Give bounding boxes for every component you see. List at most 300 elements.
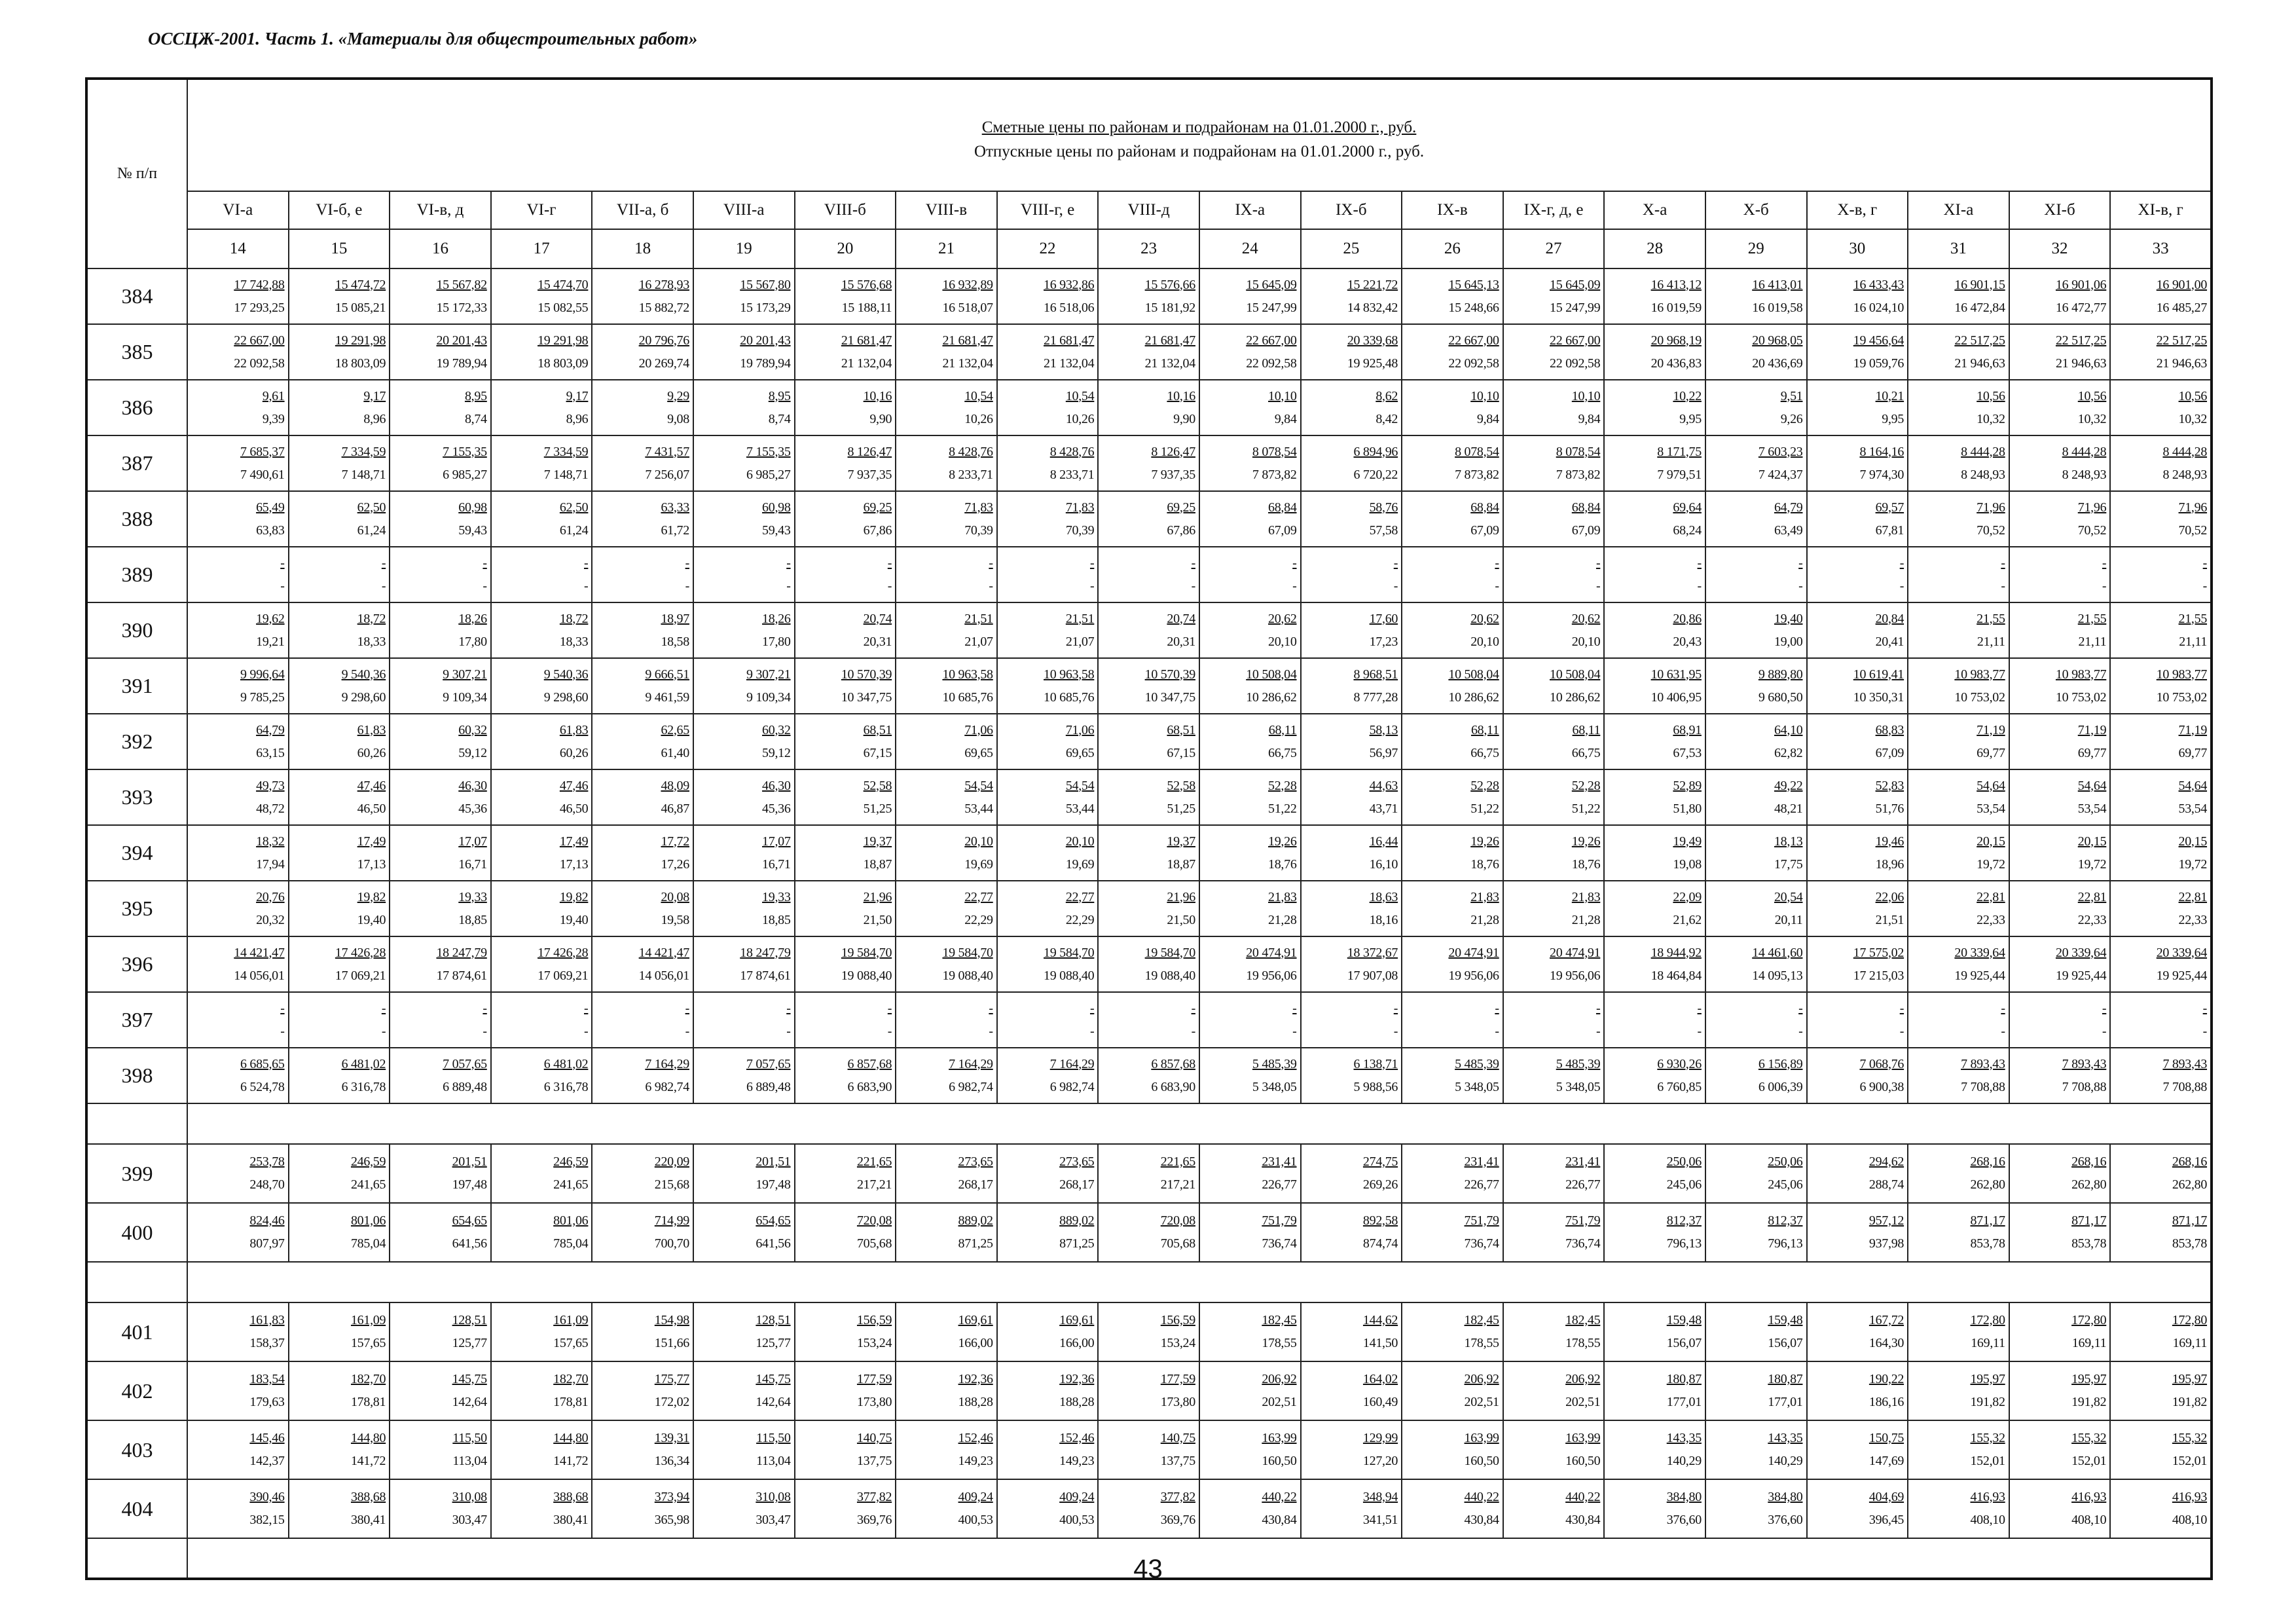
price-cell: [2110, 658, 2212, 714]
estimated-price: 19 584,70: [1044, 945, 1095, 960]
price-cell: [1807, 1479, 1908, 1538]
estimated-price: 61,83: [357, 722, 386, 737]
estimated-price: 20 339,68: [1347, 333, 1398, 348]
price-cell: [1705, 268, 1807, 324]
estimated-price: 8,62: [1376, 388, 1398, 403]
release-price: 160,50: [1565, 1454, 1601, 1468]
estimated-price: 192,36: [1059, 1372, 1095, 1386]
price-cell: [2110, 1420, 2212, 1479]
release-price: 9 680,50: [1758, 690, 1803, 705]
release-price: -: [1089, 1024, 1095, 1039]
release-price: 61,40: [661, 745, 689, 760]
estimated-price: 10,10: [1470, 388, 1499, 403]
price-cell: [2009, 380, 2111, 435]
release-price: 18,76: [1268, 857, 1297, 872]
price-cell: [795, 268, 896, 324]
price-cell: [997, 491, 1099, 547]
estimated-price: 128,51: [452, 1313, 487, 1327]
price-cell: [187, 714, 289, 769]
estimated-price: 10,54: [1065, 388, 1095, 403]
estimated-price: 22,81: [2077, 889, 2107, 904]
release-price: 8,96: [363, 411, 386, 426]
release-price: 21 132,04: [942, 356, 993, 371]
price-cell: [1807, 491, 1908, 547]
estimated-price: 206,92: [1464, 1372, 1499, 1386]
row-number: 404: [86, 1479, 187, 1538]
price-cell: [2009, 992, 2111, 1048]
estimated-price: 21,55: [1977, 611, 2005, 626]
estimated-price: 8 126,47: [847, 444, 892, 459]
price-cell: [1402, 1144, 1503, 1203]
release-price: 20,10: [1571, 634, 1601, 649]
release-price: -: [584, 1024, 589, 1039]
release-price: 376,60: [1768, 1513, 1803, 1527]
estimated-price: 21 681,47: [942, 333, 993, 348]
estimated-price: 54,64: [1977, 778, 2005, 793]
price-cell: [289, 658, 390, 714]
release-price: 18,33: [357, 634, 386, 649]
column-header: X-в, г: [1807, 191, 1908, 229]
estimated-price: 20,54: [1774, 889, 1803, 904]
table-row: [86, 992, 2212, 1048]
release-price: 141,72: [553, 1454, 589, 1468]
estimated-price: 64,79: [1774, 500, 1803, 515]
price-cell: [1199, 380, 1301, 435]
release-price: -: [280, 578, 285, 593]
column-header: XI-б: [2009, 191, 2111, 229]
release-price: 9,84: [1476, 411, 1499, 426]
price-cell: [1705, 491, 1807, 547]
estimated-price: 22 667,00: [1246, 333, 1297, 348]
estimated-price: 7 685,37: [240, 444, 285, 459]
release-price: 6 985,27: [443, 467, 487, 482]
price-cell: [693, 1479, 795, 1538]
release-price: 160,50: [1262, 1454, 1297, 1468]
price-cell: [592, 825, 693, 881]
price-cell: [795, 1302, 896, 1361]
price-cell: [1199, 936, 1301, 992]
price-cell: [896, 825, 997, 881]
estimated-price: 16 278,93: [638, 277, 689, 292]
release-price: 369,76: [856, 1513, 892, 1527]
estimated-price: 20,62: [1268, 611, 1297, 626]
release-price: 21,07: [1065, 634, 1095, 649]
price-cell: [491, 1479, 592, 1538]
release-price: 369,76: [1160, 1513, 1195, 1527]
price-cell: [1199, 602, 1301, 658]
table-row: [86, 1203, 2212, 1262]
price-cell: [1705, 1144, 1807, 1203]
price-cell: [896, 380, 997, 435]
estimated-price: -: [1191, 1001, 1195, 1016]
price-cell: [491, 435, 592, 491]
estimated-price: 17,49: [559, 834, 589, 849]
price-cell: [1604, 491, 1705, 547]
price-cell: [1301, 324, 1402, 380]
estimated-price: 16 932,86: [1044, 277, 1095, 292]
release-price: 408,10: [1970, 1513, 2005, 1527]
price-cell: [1705, 324, 1807, 380]
estimated-price: 22,09: [1673, 889, 1702, 904]
estimated-price: 18 247,79: [740, 945, 791, 960]
release-price: 17 069,21: [538, 968, 589, 983]
release-price: -: [685, 1024, 689, 1039]
release-price: 9,84: [1274, 411, 1297, 426]
price-cell: [1402, 324, 1503, 380]
price-cell: [1604, 714, 1705, 769]
price-cell: [1098, 1144, 1199, 1203]
release-price: 166,00: [1059, 1336, 1095, 1350]
release-price: 18,16: [1369, 912, 1398, 927]
estimated-price: 20 968,19: [1650, 333, 1702, 348]
estimated-price: 6 156,89: [1758, 1056, 1803, 1071]
estimated-price: -: [2001, 1001, 2005, 1016]
estimated-price: 15 576,68: [841, 277, 892, 292]
release-price: 20,31: [1167, 634, 1195, 649]
release-price: 807,97: [249, 1236, 285, 1251]
release-price: 69,77: [1977, 745, 2005, 760]
price-cell: [795, 825, 896, 881]
estimated-price: 274,75: [1362, 1154, 1398, 1169]
estimated-price: 18 372,67: [1347, 945, 1398, 960]
estimated-price: 71,96: [2077, 500, 2107, 515]
release-price: 5 348,05: [1455, 1079, 1499, 1094]
estimated-price: 49,22: [1774, 778, 1803, 793]
estimated-price: 812,37: [1666, 1213, 1702, 1228]
estimated-price: 10 508,04: [1246, 667, 1297, 682]
release-price: 8 248,93: [2062, 467, 2107, 482]
estimated-price: 9 540,36: [543, 667, 589, 682]
column-header: XI-а: [1908, 191, 2009, 229]
estimated-price: 172,80: [2172, 1313, 2208, 1327]
price-cell: [2009, 714, 2111, 769]
estimated-price: 19,82: [559, 889, 589, 904]
price-cell: [390, 1361, 491, 1420]
release-price: 153,24: [1160, 1336, 1195, 1350]
estimated-price: 163,99: [1565, 1431, 1601, 1445]
price-cell: [592, 1144, 693, 1203]
price-cell: [1807, 1420, 1908, 1479]
release-price: 17,80: [762, 634, 791, 649]
release-price: 19 956,06: [1550, 968, 1601, 983]
price-cell: [997, 1144, 1099, 1203]
release-price: 17 293,25: [234, 300, 285, 315]
estimated-price: 71,06: [1065, 722, 1095, 737]
estimated-price: 5 485,39: [1252, 1056, 1297, 1071]
price-cell: [1301, 936, 1402, 992]
table-row: [86, 491, 2212, 547]
estimated-price: 10 983,77: [1954, 667, 2005, 682]
price-cell: [491, 1144, 592, 1203]
price-cell: [1705, 936, 1807, 992]
price-cell: [1402, 936, 1503, 992]
estimated-price: 144,80: [350, 1431, 386, 1445]
release-price: 125,77: [452, 1336, 487, 1350]
release-price: 705,68: [856, 1236, 892, 1251]
price-cell: [1604, 658, 1705, 714]
price-cell: [592, 1302, 693, 1361]
estimated-price: 8,95: [464, 388, 487, 403]
estimated-price: 190,22: [1868, 1372, 1904, 1386]
price-cell: [1098, 1479, 1199, 1538]
estimated-price: 68,91: [1673, 722, 1702, 737]
release-price: 17,13: [559, 857, 589, 872]
release-price: 7 873,82: [1455, 467, 1499, 482]
release-price: 5 348,05: [1252, 1079, 1297, 1094]
estimated-price: 54,54: [1065, 778, 1095, 793]
release-price: 178,55: [1262, 1336, 1297, 1350]
estimated-price: 19,82: [357, 889, 386, 904]
release-price: 10 286,62: [1246, 690, 1297, 705]
price-cell: [1604, 825, 1705, 881]
price-cell: [1098, 1048, 1199, 1103]
price-cell: [1098, 1420, 1199, 1479]
estimated-price: -: [2102, 1001, 2107, 1016]
release-price: -: [786, 1024, 791, 1039]
release-price: 16 024,10: [1853, 300, 1904, 315]
column-header: VIII-г, е: [997, 191, 1099, 229]
release-price: 6 316,78: [543, 1079, 589, 1094]
release-price: 151,66: [654, 1336, 689, 1350]
release-price: 6 524,78: [240, 1079, 285, 1094]
estimated-price: 65,49: [256, 500, 285, 515]
column-header: VIII-д: [1098, 191, 1199, 229]
release-price: 10 406,95: [1650, 690, 1702, 705]
price-cell: [289, 547, 390, 602]
release-price: 14 095,13: [1752, 968, 1803, 983]
price-cell: [491, 658, 592, 714]
price-cell: [2110, 1302, 2212, 1361]
release-price: 15 188,11: [841, 300, 892, 315]
release-price: 178,55: [1565, 1336, 1601, 1350]
release-price: 19,72: [2178, 857, 2208, 872]
release-price: 61,24: [559, 523, 589, 538]
price-cell: [592, 602, 693, 658]
estimated-price: 183,54: [249, 1372, 285, 1386]
price-cell: [187, 992, 289, 1048]
header-row: [86, 79, 2212, 191]
release-price: 147,69: [1868, 1454, 1904, 1468]
table-row: [86, 769, 2212, 825]
price-cell: [592, 658, 693, 714]
estimated-price: 7 164,29: [1049, 1056, 1095, 1071]
table-row: [86, 1479, 2212, 1538]
estimated-price: 10,21: [1875, 388, 1904, 403]
release-price: 5 348,05: [1556, 1079, 1601, 1094]
estimated-price: 21,51: [1065, 611, 1095, 626]
estimated-price: 20 796,76: [638, 333, 689, 348]
estimated-price: 10,56: [1977, 388, 2005, 403]
estimated-price: 20,08: [661, 889, 689, 904]
column-index: 15: [289, 229, 390, 268]
price-cell: [795, 936, 896, 992]
estimated-price: 6 481,02: [543, 1056, 589, 1071]
price-cell: [1098, 324, 1199, 380]
estimated-price: -: [1393, 1001, 1398, 1016]
price-cell: [1807, 324, 1908, 380]
price-cell: [187, 324, 289, 380]
release-price: 6 889,48: [746, 1079, 791, 1094]
release-price: 853,78: [1970, 1236, 2005, 1251]
estimated-price: 7 068,76: [1859, 1056, 1904, 1071]
price-cell: [1705, 769, 1807, 825]
estimated-price: 62,50: [357, 500, 386, 515]
price-cell: [2110, 491, 2212, 547]
price-cell: [1705, 714, 1807, 769]
price-cell: [1503, 936, 1605, 992]
estimated-price: 52,83: [1875, 778, 1904, 793]
estimated-price: 68,51: [1167, 722, 1195, 737]
estimated-price: 5 485,39: [1556, 1056, 1601, 1071]
estimated-price: 152,46: [958, 1431, 993, 1445]
release-price: 19,69: [1065, 857, 1095, 872]
estimated-price: -: [1089, 555, 1095, 570]
price-cell: [795, 769, 896, 825]
estimated-price: 5 485,39: [1455, 1056, 1499, 1071]
estimated-price: 9,29: [667, 388, 689, 403]
column-header-row: [86, 191, 2212, 229]
release-price: 17,23: [1369, 634, 1398, 649]
estimated-price: 71,83: [964, 500, 993, 515]
release-price: 341,51: [1362, 1513, 1398, 1527]
price-cell: [289, 1479, 390, 1538]
table-row: [86, 1302, 2212, 1361]
price-cell: [2110, 547, 2212, 602]
table-row: [86, 435, 2212, 491]
release-price: 19 956,06: [1246, 968, 1297, 983]
estimated-price: 310,08: [452, 1490, 487, 1504]
column-index: 19: [693, 229, 795, 268]
estimated-price: 889,02: [1059, 1213, 1095, 1228]
row-number: 401: [86, 1302, 187, 1361]
estimated-price: 22 667,00: [1550, 333, 1601, 348]
release-price: 7 873,82: [1252, 467, 1297, 482]
price-cell: [491, 1203, 592, 1262]
release-price: 9,90: [869, 411, 892, 426]
price-cell: [390, 1203, 491, 1262]
release-price: 15 247,99: [1550, 300, 1601, 315]
price-cell: [795, 1048, 896, 1103]
release-price: 69,65: [1065, 745, 1095, 760]
estimated-price: 164,02: [1362, 1372, 1398, 1386]
estimated-price: -: [1899, 1001, 1904, 1016]
estimated-price: 6 930,26: [1657, 1056, 1702, 1071]
release-price: 18,85: [762, 912, 791, 927]
release-price: 10 753,02: [2156, 690, 2208, 705]
release-price: 20,11: [1774, 912, 1803, 927]
estimated-price: -: [1495, 555, 1499, 570]
row-number: 400: [86, 1203, 187, 1262]
release-price: 137,75: [1160, 1454, 1195, 1468]
estimated-price: 155,32: [1970, 1431, 2005, 1445]
release-price: 113,04: [452, 1454, 487, 1468]
release-price: 21 946,63: [1954, 356, 2005, 371]
estimated-price: 10,10: [1571, 388, 1601, 403]
estimated-price: 68,11: [1572, 722, 1601, 737]
release-price: 641,56: [756, 1236, 791, 1251]
release-price: 408,10: [2172, 1513, 2208, 1527]
price-cell: [1098, 769, 1199, 825]
release-price: 156,07: [1666, 1336, 1702, 1350]
estimated-price: 9 666,51: [645, 667, 689, 682]
estimated-price: 60,98: [458, 500, 487, 515]
price-cell: [1604, 1048, 1705, 1103]
table-row: [86, 1144, 2212, 1203]
price-cell: [1503, 547, 1605, 602]
column-index: 29: [1705, 229, 1807, 268]
row-number: 391: [86, 658, 187, 714]
price-cell: [997, 992, 1099, 1048]
estimated-price: 69,25: [863, 500, 892, 515]
estimated-price: 145,75: [452, 1372, 487, 1386]
estimated-price: -: [786, 1001, 791, 1016]
release-price: 22,29: [1065, 912, 1095, 927]
price-cell: [997, 714, 1099, 769]
estimated-price: 60,32: [762, 722, 791, 737]
estimated-price: 8 078,54: [1556, 444, 1601, 459]
estimated-price: 15 221,72: [1347, 277, 1398, 292]
estimated-price: 15 474,70: [538, 277, 589, 292]
estimated-price: -: [887, 1001, 892, 1016]
estimated-price: 143,35: [1666, 1431, 1702, 1445]
estimated-price: -: [1697, 555, 1702, 570]
estimated-price: 19,37: [863, 834, 892, 849]
estimated-price: 22 517,25: [1954, 333, 2005, 348]
estimated-price: 268,16: [2172, 1154, 2208, 1169]
price-cell: [289, 1048, 390, 1103]
estimated-price: 161,83: [249, 1313, 285, 1327]
price-cell: [1908, 1144, 2009, 1203]
estimated-price: 20 474,91: [1448, 945, 1499, 960]
estimated-price: 20 339,64: [2055, 945, 2107, 960]
estimated-price: 71,83: [1065, 500, 1095, 515]
price-cell: [1807, 1302, 1908, 1361]
estimated-price: 10,54: [964, 388, 993, 403]
column-header: VI-а: [187, 191, 289, 229]
estimated-price: 71,96: [1977, 500, 2005, 515]
estimated-price: 9 307,21: [746, 667, 791, 682]
estimated-price: 182,70: [553, 1372, 589, 1386]
release-price: 22 092,58: [234, 356, 285, 371]
estimated-price: 10,16: [863, 388, 892, 403]
estimated-price: 751,79: [1262, 1213, 1297, 1228]
release-price: 173,80: [1160, 1395, 1195, 1409]
estimated-price: 167,72: [1868, 1313, 1904, 1327]
release-price: 19,72: [2077, 857, 2107, 872]
price-cell: [2009, 547, 2111, 602]
estimated-price: 177,59: [1160, 1372, 1195, 1386]
release-price: 164,30: [1868, 1336, 1904, 1350]
estimated-price: 47,46: [559, 778, 589, 793]
estimated-price: 7 057,65: [746, 1056, 791, 1071]
column-header: VI-в, д: [390, 191, 491, 229]
estimated-price: 206,92: [1262, 1372, 1297, 1386]
release-price: 8,74: [464, 411, 487, 426]
release-price: 6 683,90: [1151, 1079, 1195, 1094]
price-cell: [491, 491, 592, 547]
estimated-price: 128,51: [756, 1313, 791, 1327]
release-price: 157,65: [553, 1336, 589, 1350]
price-cell: [693, 602, 795, 658]
price-cell: [1402, 1420, 1503, 1479]
price-cell: [2110, 380, 2212, 435]
estimated-price: 161,09: [350, 1313, 386, 1327]
release-price: 152,01: [2071, 1454, 2107, 1468]
release-price: 10 685,76: [942, 690, 993, 705]
release-price: 16 019,59: [1650, 300, 1702, 315]
release-price: 22 092,58: [1550, 356, 1601, 371]
release-price: -: [1899, 578, 1904, 593]
